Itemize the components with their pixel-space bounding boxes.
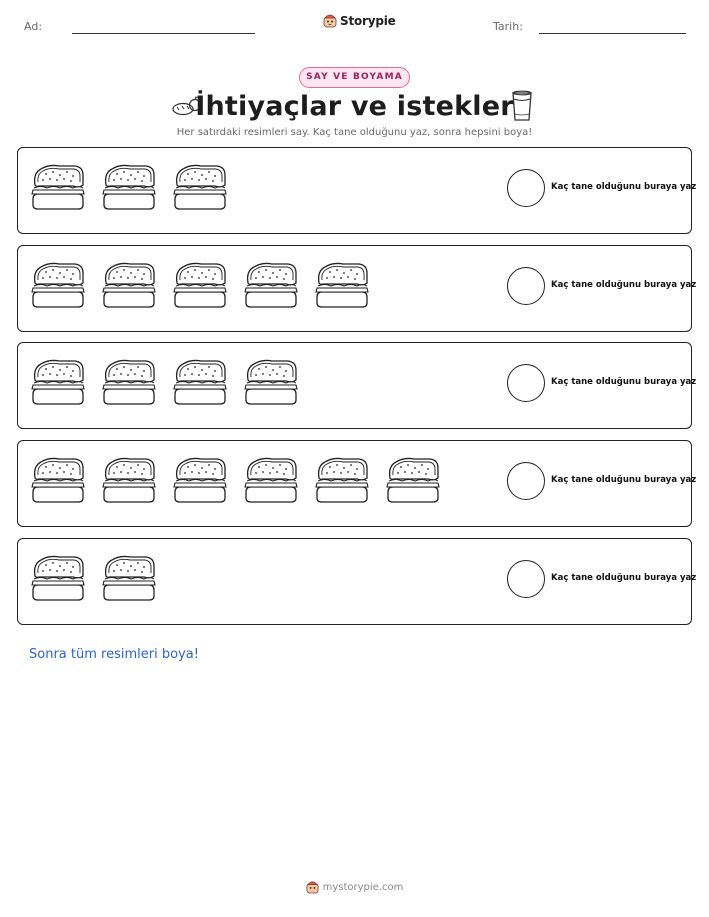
glass-of-milk-icon xyxy=(510,90,534,122)
activity-badge: SAY VE BOYAMA xyxy=(299,67,410,88)
sandwich-icon xyxy=(384,454,442,506)
sandwich-icon xyxy=(242,454,300,506)
sandwich-icon xyxy=(171,259,229,311)
sandwich-icon xyxy=(29,161,87,213)
row-pictures xyxy=(29,454,442,506)
count-row-3 xyxy=(17,342,697,429)
sandwich-icon xyxy=(100,454,158,506)
name-label: Ad: xyxy=(24,20,43,33)
answer-label: Kaç tane olduğunu buraya yaz xyxy=(551,280,697,290)
count-row-2 xyxy=(17,245,697,332)
sandwich-icon xyxy=(29,552,87,604)
footer-site: mystorypie.com xyxy=(322,881,404,893)
row-pictures xyxy=(29,161,229,213)
sandwich-icon xyxy=(29,454,87,506)
instructions-subtitle: Her satırdaki resimleri say. Kaç tane olduğunu yaz, sonra hepsini boya! xyxy=(176,127,533,138)
sandwich-icon xyxy=(100,552,158,604)
brand-name: Storypie xyxy=(340,13,396,28)
answer-circle[interactable] xyxy=(507,560,545,598)
name-field[interactable] xyxy=(72,33,255,34)
date-field[interactable] xyxy=(539,33,686,34)
sandwich-icon xyxy=(29,356,87,408)
sandwich-icon xyxy=(29,259,87,311)
footer xyxy=(0,880,709,894)
sandwich-icon xyxy=(313,454,371,506)
answer-label: Kaç tane olduğunu buraya yaz xyxy=(551,377,697,387)
coloring-instruction: Sonra tüm resimleri boya! xyxy=(29,647,199,662)
sandwich-icon xyxy=(242,356,300,408)
answer-label: Kaç tane olduğunu buraya yaz xyxy=(551,573,697,583)
row-pictures xyxy=(29,552,158,604)
answer-circle[interactable] xyxy=(507,462,545,500)
answer-label: Kaç tane olduğunu buraya yaz xyxy=(551,475,697,485)
answer-circle[interactable] xyxy=(507,364,545,402)
sandwich-icon xyxy=(313,259,371,311)
row-pictures xyxy=(29,356,300,408)
date-label: Tarih: xyxy=(493,20,523,33)
count-row-5 xyxy=(17,538,697,625)
sandwich-icon xyxy=(171,356,229,408)
count-row-1 xyxy=(17,147,697,234)
sandwich-icon xyxy=(100,356,158,408)
brand-logo xyxy=(323,13,396,28)
sandwich-icon xyxy=(242,259,300,311)
page-title: İhtiyaçlar ve istekler xyxy=(195,91,514,122)
storypie-mascot-icon xyxy=(306,880,319,894)
answer-circle[interactable] xyxy=(507,267,545,305)
sandwich-icon xyxy=(100,161,158,213)
answer-label: Kaç tane olduğunu buraya yaz xyxy=(551,182,697,192)
count-row-4 xyxy=(17,440,697,527)
answer-circle[interactable] xyxy=(507,169,545,207)
row-pictures xyxy=(29,259,371,311)
sandwich-icon xyxy=(171,161,229,213)
sandwich-icon xyxy=(100,259,158,311)
storypie-mascot-icon xyxy=(323,13,337,28)
sandwich-icon xyxy=(171,454,229,506)
